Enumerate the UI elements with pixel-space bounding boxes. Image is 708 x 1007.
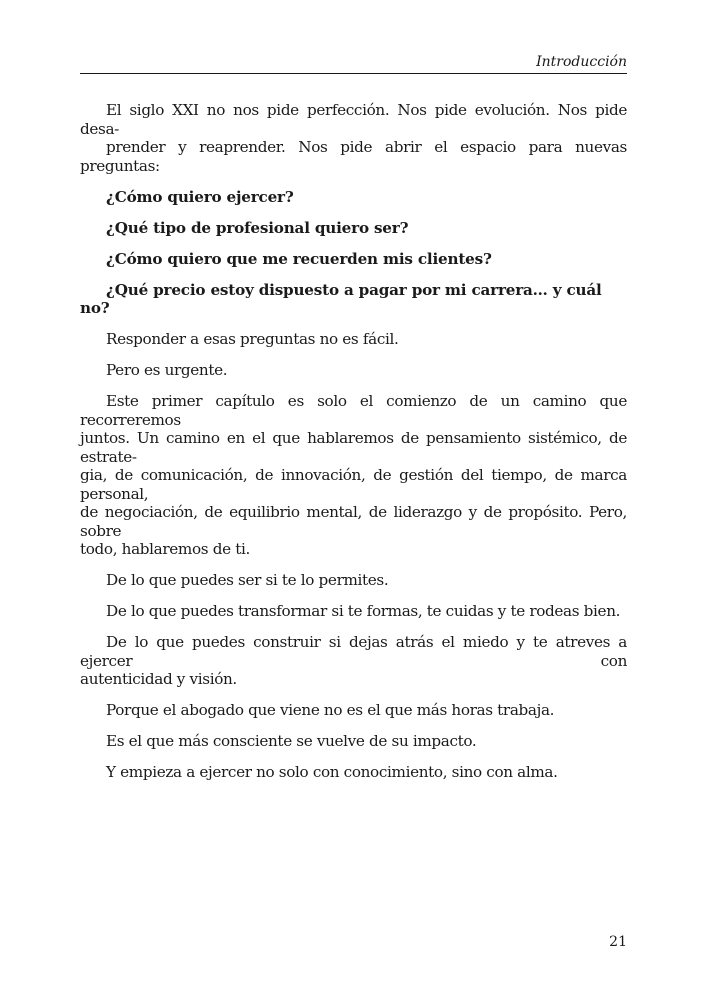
paragraph-build bbox=[80, 633, 627, 689]
paragraph-line: todo, hablaremos de ti. bbox=[80, 540, 250, 558]
paragraph-line: autenticidad y visión. bbox=[80, 670, 237, 688]
question-1: ¿Cómo quiero ejercer? bbox=[106, 187, 294, 206]
paragraph-line: Este primer capítulo es solo el comienzo de un camino que recorreremos bbox=[80, 392, 627, 429]
paragraph-lawyer: Porque el abogado que viene no es el que más horas trabaja. bbox=[106, 701, 555, 719]
paragraph-line: prender y reaprender. Nos pide abrir el espacio para nuevas preguntas: bbox=[80, 138, 627, 175]
question-2: ¿Qué tipo de profesional quiero ser? bbox=[106, 218, 409, 237]
running-header: Introducción bbox=[536, 54, 627, 70]
paragraph-urgent: Pero es urgente. bbox=[106, 361, 228, 379]
paragraph-line: De lo que puedes construir si dejas atrás el miedo y te atreves a ejercer con bbox=[80, 633, 627, 670]
page-body bbox=[80, 101, 627, 794]
paragraph-not-easy: Responder a esas preguntas no es fácil. bbox=[106, 330, 399, 348]
paragraph-impact: Es el que más consciente se vuelve de su impacto. bbox=[106, 732, 477, 750]
paragraph-transform: De lo que puedes transformar si te formas, te cuidas y te rodeas bien. bbox=[106, 602, 621, 620]
page-number: 21 bbox=[609, 934, 627, 950]
paragraph-line: juntos. Un camino en el que hablaremos de pensamiento sistémico, de estrate- bbox=[80, 429, 627, 466]
paragraph-line: gia, de comunicación, de innovación, de gestión del tiempo, de marca personal, bbox=[80, 466, 627, 503]
paragraph-permit: De lo que puedes ser si te lo permites. bbox=[106, 571, 389, 589]
question-4: ¿Qué precio estoy dispuesto a pagar por mi carrera… y cuál no? bbox=[80, 280, 602, 317]
paragraph-line: de negociación, de equilibrio mental, de liderazgo y de propósito. Pero, sobre bbox=[80, 503, 627, 540]
question-3: ¿Cómo quiero que me recuerden mis clientes? bbox=[106, 249, 492, 268]
header-rule bbox=[80, 73, 627, 74]
paragraph-line: El siglo XXI no nos pide perfección. Nos pide evolución. Nos pide desa- bbox=[80, 101, 627, 138]
paragraph-chapter bbox=[80, 392, 627, 559]
paragraph-intro bbox=[80, 101, 627, 175]
paragraph-soul: Y empieza a ejercer no solo con conocimiento, sino con alma. bbox=[106, 763, 558, 781]
